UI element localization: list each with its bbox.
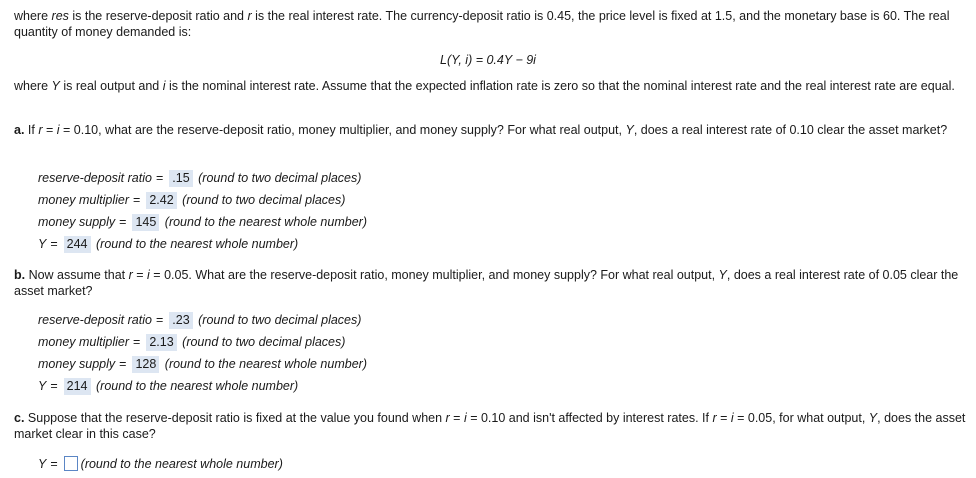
question-text: = 0.05. What are the reserve-deposit ratio, money multiplier, and money supply? For what real output, — [149, 268, 719, 282]
part-c-letter: c. — [14, 411, 25, 425]
equals-sign: = — [133, 335, 141, 349]
var-Y: Y — [868, 411, 878, 425]
answer-label: reserve-deposit ratio — [38, 171, 152, 185]
question-text: If — [24, 123, 39, 137]
answer-value[interactable]: 145 — [132, 214, 159, 231]
answer-label: money multiplier — [38, 193, 130, 207]
answer-label: money supply — [38, 357, 116, 371]
question-text: = — [716, 411, 731, 425]
part-b-letter: b. — [14, 268, 26, 282]
var-Y: Y — [718, 268, 727, 282]
var-r: r — [128, 268, 133, 282]
var-Y: Y — [625, 123, 634, 137]
answer-row — [38, 377, 298, 395]
part-c-question — [14, 410, 970, 442]
rounding-note: (round to two decimal places) — [182, 335, 346, 349]
question-text: , does the asset market clear in this case? — [14, 411, 966, 441]
intro-paragraph — [14, 8, 970, 40]
var-i: i — [56, 123, 60, 137]
answer-label: Y — [38, 379, 47, 393]
answer-row — [38, 235, 298, 253]
part-b-question — [14, 267, 970, 299]
question-text: Suppose that the reserve-deposit ratio is fixed at the value you found when — [24, 411, 446, 425]
rounding-note: (round to the nearest whole number) — [96, 379, 299, 393]
part-a-question — [14, 122, 970, 138]
var-i: i — [463, 411, 467, 425]
intro-text: is real output and — [59, 79, 163, 93]
question-text: = — [132, 268, 148, 282]
answer-label: Y — [38, 457, 47, 471]
rounding-note: (round to two decimal places) — [198, 171, 362, 185]
answer-value[interactable]: 128 — [132, 356, 159, 373]
var-i: i — [730, 411, 734, 425]
intro-text: where — [14, 79, 52, 93]
var-r: r — [445, 411, 450, 425]
equals-sign: = — [50, 457, 58, 471]
question-text: Now assume that — [25, 268, 129, 282]
var-i: i — [162, 79, 166, 93]
answer-label: money multiplier — [38, 335, 130, 349]
equals-sign: = — [155, 313, 164, 327]
rounding-note: (round to two decimal places) — [198, 313, 362, 327]
equals-sign: = — [50, 237, 58, 251]
question-text: , does a real interest rate of 0.05 clear the asset market? — [14, 268, 959, 298]
part-a-letter: a. — [14, 123, 25, 137]
answer-row — [38, 213, 367, 231]
question-text: = 0.05, for what output, — [733, 411, 869, 425]
answer-value[interactable]: .15 — [169, 170, 192, 187]
rounding-note: (round to the nearest whole number) — [164, 357, 367, 371]
equals-sign: = — [133, 193, 141, 207]
var-r: r — [712, 411, 717, 425]
var-Y: Y — [51, 79, 60, 93]
equals-sign: = — [119, 357, 127, 371]
var-i: i — [147, 268, 150, 282]
var-res: res — [51, 9, 69, 23]
answer-value[interactable]: 244 — [64, 236, 91, 253]
equals-sign: = — [50, 379, 58, 393]
answer-label: Y — [38, 237, 47, 251]
intro-text: is the reserve-deposit ratio and — [68, 9, 248, 23]
answer-row — [38, 455, 283, 473]
rounding-note: (round to two decimal places) — [182, 193, 346, 207]
question-text: , does a real interest rate of 0.10 clear the asset market? — [633, 123, 948, 137]
rounding-note: (round to the nearest whole number) — [96, 237, 299, 251]
equals-sign: = — [155, 171, 164, 185]
answer-row — [38, 191, 345, 209]
answer-value[interactable]: 2.13 — [146, 334, 176, 351]
rounding-note: (round to the nearest whole number) — [80, 457, 283, 471]
intro-text: is the real interest rate. The currency-deposit ratio is 0.45, the price level is fixed at 1.5, and the monetary base is 60. The real quantity of money demanded is: — [14, 9, 950, 39]
var-r: r — [38, 123, 43, 137]
question-text: = — [42, 123, 57, 137]
answer-input-box[interactable] — [64, 456, 78, 471]
intro-text: where — [14, 9, 52, 23]
answer-value[interactable]: .23 — [169, 312, 192, 329]
var-r: r — [247, 9, 252, 23]
rounding-note: (round to the nearest whole number) — [164, 215, 367, 229]
answer-value[interactable]: 2.42 — [146, 192, 176, 209]
answer-row — [38, 355, 367, 373]
equals-sign: = — [119, 215, 127, 229]
intro-text: is the nominal interest rate. Assume that the expected inflation rate is zero so that the nominal interest rate and the real interest rate are equal. — [165, 79, 955, 93]
answer-value[interactable]: 214 — [64, 378, 91, 395]
money-demand-equation: L(Y, i) = 0.4Y − 9i — [440, 53, 536, 67]
answer-row — [38, 333, 345, 351]
intro-paragraph-2 — [14, 78, 970, 94]
question-text: = 0.10 and isn't affected by interest rates. If — [466, 411, 713, 425]
answer-row — [38, 169, 361, 187]
answer-label: money supply — [38, 215, 116, 229]
question-text: = 0.10, what are the reserve-deposit ratio, money multiplier, and money supply? For what real output, — [59, 123, 626, 137]
answer-row — [38, 311, 361, 329]
question-text: = — [449, 411, 464, 425]
answer-label: reserve-deposit ratio — [38, 313, 152, 327]
